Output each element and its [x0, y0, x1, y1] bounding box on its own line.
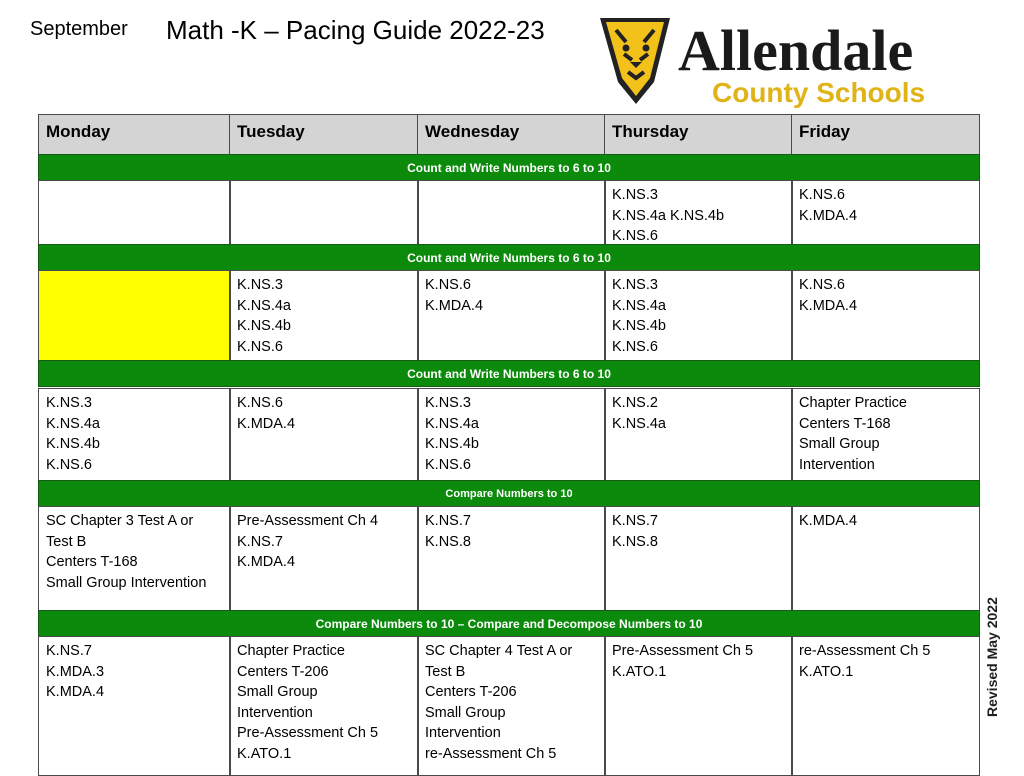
page-title: Math -K – Pacing Guide 2022-23	[166, 15, 545, 45]
day-cell: K.NS.6 K.MDA.4	[417, 270, 606, 361]
day-cell: K.NS.6 K.MDA.4	[229, 388, 419, 481]
day-cell: K.NS.3 K.NS.4a K.NS.4b K.NS.6	[417, 388, 606, 481]
day-cell: K.NS.3 K.NS.4a K.NS.4b K.NS.6	[38, 388, 231, 481]
day-header-monday: Monday	[38, 114, 231, 155]
day-header-tuesday: Tuesday	[229, 114, 419, 155]
day-header-thursday: Thursday	[604, 114, 793, 155]
day-cell: K.NS.7 K.NS.8	[417, 506, 606, 611]
day-cell: K.NS.7 K.NS.8	[604, 506, 793, 611]
topic-band: Count and Write Numbers to 6 to 10	[38, 360, 980, 387]
day-cell: Pre-Assessment Ch 4 K.NS.7 K.MDA.4	[229, 506, 419, 611]
month-label: September	[30, 18, 128, 40]
day-cell: Chapter Practice Centers T-206 Small Group Intervention Pre-Assessment Ch 5 K.ATO.1	[229, 636, 419, 776]
day-cell: SC Chapter 4 Test A or Test B Centers T-206 Small Group Intervention re-Assessment Ch 5	[417, 636, 606, 776]
holiday-cell	[38, 270, 231, 361]
day-cell: SC Chapter 3 Test A or Test B Centers T-168 Small Group Intervention	[38, 506, 231, 611]
day-header-wednesday: Wednesday	[417, 114, 606, 155]
day-cell: K.NS.6 K.MDA.4	[791, 180, 980, 245]
topic-band: Count and Write Numbers to 6 to 10	[38, 244, 980, 271]
day-cell: K.NS.3 K.NS.4a K.NS.4b K.NS.6	[604, 270, 793, 361]
logo-sub-text: County Schools	[712, 77, 926, 108]
day-cell	[229, 180, 419, 245]
day-header-friday: Friday	[791, 114, 980, 155]
day-cell: Pre-Assessment Ch 5 K.ATO.1	[604, 636, 793, 776]
day-cell: K.MDA.4	[791, 506, 980, 611]
day-cell: K.NS.7 K.MDA.3 K.MDA.4	[38, 636, 231, 776]
topic-band: Compare Numbers to 10	[38, 480, 980, 507]
logo-main-text: Allendale	[678, 18, 914, 83]
day-cell: K.NS.2 K.NS.4a	[604, 388, 793, 481]
day-cell: Chapter Practice Centers T-168 Small Group Intervention	[791, 388, 980, 481]
day-cell: K.NS.3 K.NS.4a K.NS.4b K.NS.6	[604, 180, 793, 245]
day-cell	[417, 180, 606, 245]
day-cell: K.NS.6 K.MDA.4	[791, 270, 980, 361]
day-cell: re-Assessment Ch 5 K.ATO.1	[791, 636, 980, 776]
day-cell	[38, 180, 231, 245]
day-cell: K.NS.3 K.NS.4a K.NS.4b K.NS.6	[229, 270, 419, 361]
topic-band: Compare Numbers to 10 – Compare and Decompose Numbers to 10	[38, 610, 980, 637]
topic-band: Count and Write Numbers to 6 to 10	[38, 154, 980, 181]
revised-date: Revised May 2022	[984, 597, 1000, 717]
